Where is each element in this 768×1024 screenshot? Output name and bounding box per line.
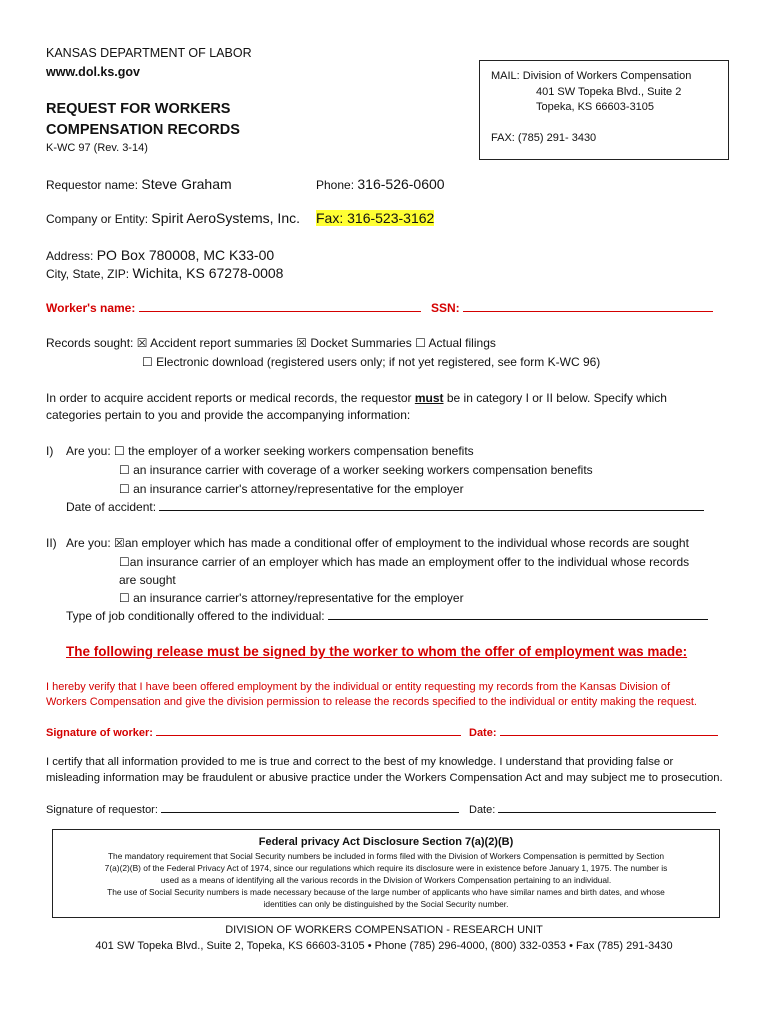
electronic-download-row: [142, 355, 600, 369]
option-actual-filings: Actual filings: [428, 336, 496, 350]
form-title-line1: REQUEST FOR WORKERS: [46, 101, 231, 117]
certify-line1: I certify that all information provided to me is true and correct to the best of my knowledge. I understand that providing false or: [46, 756, 674, 768]
intro-line2: categories pertain to you and provide the accompanying information:: [46, 408, 411, 422]
checkbox-cat2-employer[interactable]: ☒: [114, 536, 125, 550]
requestor-signature-field[interactable]: [161, 802, 459, 813]
form-title-line2: COMPENSATION RECORDS: [46, 122, 240, 138]
date-of-accident-field[interactable]: [159, 500, 704, 511]
address-value[interactable]: PO Box 780008, MC K33-00: [96, 247, 275, 263]
company-label: Company or Entity:: [46, 212, 149, 226]
mail-line3: Topeka, KS 66603-3105: [536, 101, 655, 113]
requestor-signature-row: [46, 802, 459, 816]
cat2-option-employer: an employer which has made a conditional offer of employment to the individual whose records are sought: [124, 536, 689, 550]
city-label: City, State, ZIP:: [46, 267, 130, 281]
cat2-option-attorney: an insurance carrier's attorney/representative for the employer: [133, 591, 464, 605]
requestor-date-row: [469, 802, 716, 816]
option-docket-summaries: Docket Summaries: [310, 336, 412, 350]
company-row: [46, 210, 300, 226]
category-1-row2: [119, 463, 593, 477]
intro-text-before: In order to acquire accident reports or medical records, the requestor: [46, 391, 415, 405]
category-1-row1: [66, 444, 474, 458]
cat2-option-insurance-carrier-line2: are sought: [119, 573, 176, 587]
category-1-numeral: I): [46, 444, 54, 458]
checkbox-docket-summaries[interactable]: ☒: [296, 336, 307, 350]
worker-name-row: [46, 301, 421, 315]
footer-contact: 401 SW Topeka Blvd., Suite 2, Topeka, KS 66603-3105 • Phone (785) 296-4000, (800) 332-0353 • Fax (785) 291-3430: [95, 940, 673, 952]
category-2-row1: [66, 536, 689, 550]
worker-name-field[interactable]: [139, 301, 421, 312]
date-of-accident-label: Date of accident:: [66, 500, 157, 514]
checkbox-electronic-download[interactable]: ☐: [142, 355, 153, 369]
city-value[interactable]: Wichita, KS 67278-0008: [132, 265, 284, 281]
job-type-label: Type of job conditionally offered to the individual:: [66, 609, 325, 623]
privacy-line4: The use of Social Security numbers is made necessary because of the large number of applicants who have similar names and birth dates, and whose: [107, 887, 665, 897]
category-2-are-you: Are you:: [66, 536, 111, 550]
address-label: Address:: [46, 249, 94, 263]
checkbox-cat1-attorney[interactable]: ☐: [119, 482, 130, 496]
intro-line1: [46, 391, 667, 405]
checkbox-cat1-employer[interactable]: ☐: [114, 444, 125, 458]
mail-fax: FAX: (785) 291- 3430: [491, 132, 597, 144]
agency-website[interactable]: www.dol.ks.gov: [46, 65, 140, 79]
job-type-field[interactable]: [328, 609, 708, 620]
checkbox-cat2-attorney[interactable]: ☐: [119, 591, 130, 605]
records-sought-row: [46, 336, 496, 350]
release-text-line1: I hereby verify that I have been offered employment by the individual or entity requesting my records from the Kansas Division of: [46, 681, 671, 693]
worker-date-label: Date:: [469, 727, 497, 739]
ssn-row: [431, 301, 713, 315]
cat1-option-employer: the employer of a worker seeking workers compensation benefits: [128, 444, 474, 458]
category-1-row3: [119, 482, 464, 496]
job-type-row: [66, 609, 708, 623]
form-id: K-WC 97 (Rev. 3-14): [46, 142, 148, 154]
cat1-option-insurance-carrier: an insurance carrier with coverage of a worker seeking workers compensation benefits: [133, 463, 593, 477]
phone-value[interactable]: 316-526-0600: [357, 176, 445, 192]
mail-line2: 401 SW Topeka Blvd., Suite 2: [536, 86, 682, 98]
ssn-label: SSN:: [431, 301, 460, 315]
privacy-disclosure-box: [52, 829, 720, 918]
requestor-signature-label: Signature of requestor:: [46, 804, 158, 816]
requestor-date-field[interactable]: [498, 802, 716, 813]
intro-text-after: be in category I or II below. Specify which: [443, 391, 667, 405]
ssn-field[interactable]: [463, 301, 713, 312]
category-2-row3: [119, 591, 464, 605]
category-2-numeral: II): [46, 536, 57, 550]
cat2-option-insurance-carrier: an insurance carrier of an employer which has made an employment offer to the individual whose records: [129, 555, 690, 569]
agency-name: KANSAS DEPARTMENT OF LABOR: [46, 46, 252, 60]
cat1-option-attorney: an insurance carrier's attorney/representative for the employer: [133, 482, 464, 496]
release-heading: The following release must be signed by the worker to whom the offer of employment was made:: [66, 644, 688, 659]
privacy-line5: identities can only be distinguished by the Social Security number.: [263, 899, 509, 909]
certify-line2: misleading information may be fraudulent or abusive practice under the Workers Compensation Act and may subject me to prosecution.: [46, 772, 723, 784]
option-electronic-download: Electronic download (registered users only; if not yet registered, see form K-WC 96): [156, 355, 601, 369]
option-accident-reports: Accident report summaries: [150, 336, 293, 350]
intro-must: must: [414, 391, 444, 405]
address-row: [46, 247, 274, 263]
category-1-are-you: Are you:: [66, 444, 111, 458]
privacy-line2: 7(a)(2)(B) of the Federal Privacy Act of 1974, since our regulations which require its disclosure were in existence before January 1, 1975. The number is: [104, 863, 668, 873]
checkbox-accident-reports[interactable]: ☒: [136, 336, 148, 350]
checkbox-actual-filings[interactable]: ☐: [415, 336, 426, 350]
requestor-name-row: [46, 176, 232, 192]
worker-date-field[interactable]: [500, 725, 718, 736]
date-of-accident-row: [66, 500, 704, 514]
requestor-name-label: Requestor name:: [46, 178, 139, 192]
city-row: [46, 265, 283, 281]
worker-signature-field[interactable]: [156, 725, 461, 736]
company-value[interactable]: Spirit AeroSystems, Inc.: [151, 210, 300, 226]
mail-address-box: [479, 60, 729, 160]
mail-line1: MAIL: Division of Workers Compensation: [491, 70, 692, 82]
worker-date-row: [469, 725, 718, 739]
privacy-line3: used as a means of identifying all the various records in the Division of Workers Compensation pertaining to an individual.: [160, 875, 612, 885]
phone-label: Phone:: [316, 178, 355, 192]
requestor-date-label: Date:: [469, 804, 496, 816]
worker-signature-row: [46, 725, 461, 739]
privacy-title: Federal privacy Act Disclosure Section 7(a)(2)(B): [258, 836, 514, 848]
checkbox-cat1-insurance-carrier[interactable]: ☐: [119, 463, 130, 477]
requestor-name-value[interactable]: Steve Graham: [141, 176, 232, 192]
worker-name-label: Worker's name:: [46, 301, 136, 315]
worker-signature-label: Signature of worker:: [46, 727, 153, 739]
records-sought-label: Records sought:: [46, 336, 134, 350]
phone-row: [316, 176, 445, 192]
checkbox-cat2-insurance-carrier[interactable]: ☐: [119, 555, 130, 569]
privacy-line1: The mandatory requirement that Social Security numbers be included in forms filed with the Division of Workers Compensation is permitted by Section: [107, 851, 665, 861]
footer-division: DIVISION OF WORKERS COMPENSATION - RESEARCH UNIT: [225, 924, 543, 936]
fax-value[interactable]: Fax: 316-523-3162: [316, 210, 435, 226]
release-text-line2: Workers Compensation and give the division permission to release the records specified to the individual or entity making the request.: [46, 696, 697, 708]
category-2-row2: [119, 555, 689, 569]
